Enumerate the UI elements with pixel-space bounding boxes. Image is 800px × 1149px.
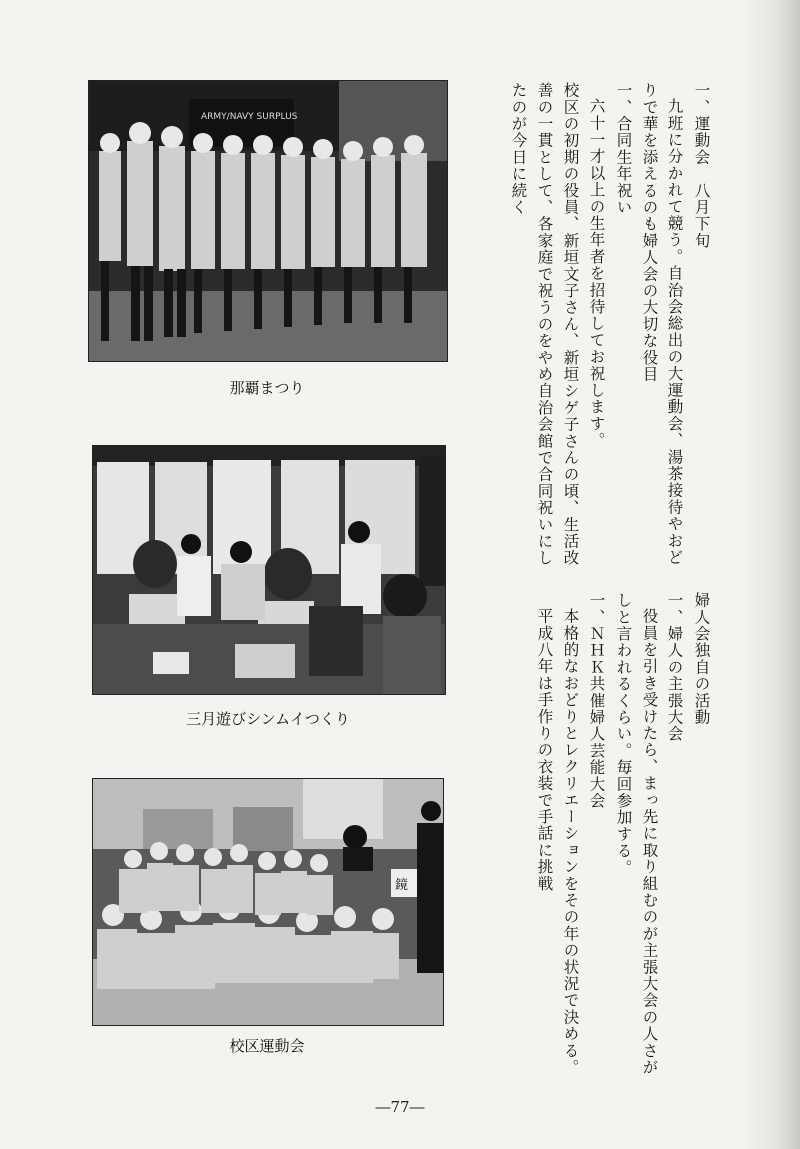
banner-text: 鏡	[395, 878, 409, 893]
body-text-line: 役員を引き受けたら、まっ先に取り組むのが主張大会の人さが	[640, 608, 659, 1076]
page-edge-shadow	[740, 0, 800, 1149]
heading-joint-birthday: 一、合同生年祝い	[614, 82, 633, 216]
body-text-line: しと言われるくらい。毎回参加する。	[614, 592, 633, 876]
body-text-line: 九班に分かれて競う。自治会総出の大運動会、湯茶接待やおど	[665, 98, 684, 566]
photo-caption: 三月遊びシンムイつくり	[186, 710, 350, 728]
body-text-line: りで華を添えるのも婦人会の大切な役目	[640, 82, 659, 383]
heading-nhk-performance: 一、ＮＨＫ共催婦人芸能大会	[587, 592, 606, 810]
heading-speech-contest: 一、婦人の主張大会	[665, 592, 684, 743]
photo-caption: 那覇まつり	[229, 379, 305, 397]
body-text-line: 六十一才以上の生年者を招待してお祝します。	[587, 98, 606, 449]
heading-womens-activities: 婦人会独自の活動	[692, 592, 711, 726]
body-text-line: 善の一貫として、各家庭で祝うのをやめ自治会館で合同祝いにし	[535, 82, 554, 567]
photo-caption: 校区運動会	[229, 1037, 305, 1055]
body-text-line: 平成八年は手作りの衣装で手話に挑戦	[535, 608, 554, 892]
heading-sports-day: 一、運動会 八月下旬	[692, 82, 711, 249]
body-text-line: たのが今日に続く	[509, 82, 528, 216]
photo-sports-day	[92, 778, 444, 1026]
body-text-line: 校区の初期の役員、新垣文子さん、新垣シゲ子さんの頃、生活改	[561, 82, 580, 567]
page-number: ―77―	[375, 1098, 425, 1116]
body-text-line: 本格的なおどりとレクリエーションをその年の状況で決める。	[561, 608, 580, 1076]
store-sign-text: ARMY/NAVY SURPLUS	[201, 112, 298, 122]
photo-naha-festival	[88, 80, 448, 362]
photo-shinmui-making	[92, 445, 446, 695]
